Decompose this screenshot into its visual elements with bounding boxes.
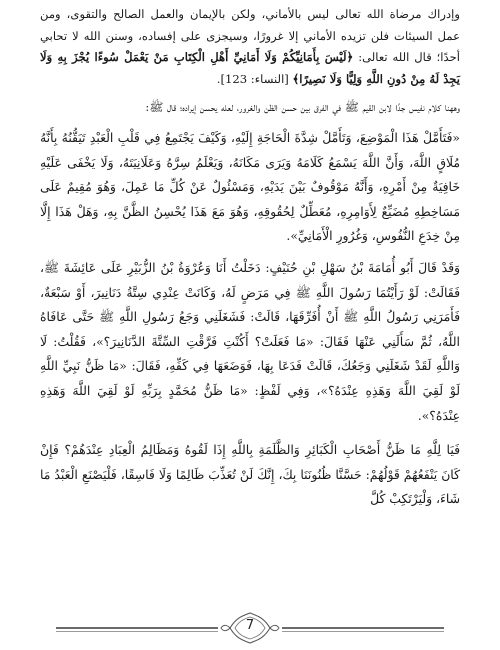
footer-thin-rule-left <box>56 631 218 632</box>
paragraph-1-text: وإدراك مرضاة الله تعالى ليس بالأماني، ولكن بالإيمان والعمل الصالح والتقوى، ومن عمل السيئات فلن تزيده الأماني إلا غرورًا، وسيجزى على إفساده، وسنن الله لا تحابي أحدًا؛ قال الله تعالى: <box>40 7 460 65</box>
footer-rule-right <box>282 627 444 629</box>
footer-rule-left <box>56 627 218 629</box>
footer-thin-rule-right <box>282 631 444 632</box>
paragraph-1 <box>40 4 460 90</box>
page-footer <box>56 612 444 644</box>
page-number: 7 <box>245 618 255 633</box>
paragraph-2: وههنا كلام نفيس جدًا لابن القيم ﷺ في الفرق بين حسن الظن والغرور، لعله يحسن إيراده؛ قال ﷺ: <box>145 100 460 115</box>
body-text <box>40 4 460 519</box>
paragraph-4-hadith: وَقَدْ قَالَ أَبُو أُمَامَةَ بْنُ سَهْلِ بْنِ حُنَيْفٍ: دَخَلْتُ أَنَا وَعُرْوَةُ بْنُ الزُّبَيْرِ عَلَى عَائِشَةَ ﷺ، فَقَالَتْ: لَوْ رَأَيْتُمَا رَسُولَ اللَّهِ ﷺ فِي مَرَضٍ لَهُ، وَكَانَتْ عِنْدِي سِتَّةُ دَنَانِيرَ، أَوْ سَبْعَةٌ، فَأَمَرَنِي رَسُولُ اللَّهِ ﷺ أَنْ أُفَرِّقَهَا، قَالَتْ: فَشَغَلَنِي وَجَعُ رَسُولِ اللَّهِ ﷺ حَتَّى عَافَاهُ اللَّهُ، ثُمَّ سَأَلَنِي عَنْهَا فَقَالَ: «مَا فَعَلَتْ؟ أَكُنْتِ فَرَّقْتِ السِّتَّةَ الدَّنَانِيرَ؟»، فَقُلْتُ: لَا وَاللَّهِ لَقَدْ شَغَلَنِي وَجَعُكَ، قَالَتْ فَدَعَا بِهَا، فَوَضَعَهَا فِي كَفِّهِ، فَقَالَ: «مَا ظَنُّ نَبِيِّ اللَّهِ لَوْ لَقِيَ اللَّهَ وَهَذِهِ عِنْدَهُ؟»، وَفِي لَفْظٍ: «مَا ظَنُّ مُحَمَّدٍ بِرَبِّهِ لَوْ لَقِيَ اللَّهَ وَهَذِهِ عِنْدَهُ؟». <box>40 259 460 423</box>
paragraph-5: فَيَا لِلَّهِ مَا ظَنُّ أَصْحَابِ الْكَبَائِرِ وَالظَّلَمَةِ بِاللَّهِ إِذَا لَقُوهُ وَمَظَالِمُ الْعِبَادِ عِنْدَهُمْ؟ فَإِنْ كَانَ يَنْفَعُهُمْ قَوْلُهُمْ: حَسَّنَّا ظُنُونَنَا بِكَ، إِنَّكَ لَنْ تُعَذِّبَ ظَالِمًا وَلَا فَاسِقًا، فَلْيَصْنَعِ الْعَبْدُ مَا شَاءَ، وَلْيَرْتَكِبْ كُلَّ <box>40 442 460 507</box>
paragraph-3-quote: «فَتَأَمَّلْ هَذَا الْمَوْضِعَ، وَتَأَمَّلْ شِدَّةَ الْحَاجَةِ إِلَيْهِ، وَكَيْفَ يَجْتَمِعُ فِي قَلْبِ الْعَبْدِ تَيَقُّنُهُ بِأَنَّهُ مُلَاقٍ اللَّهَ، وَأَنَّ اللَّهَ يَسْمَعُ كَلَامَهُ وَيَرَى مَكَانَهُ، وَيَعْلَمُ سِرَّهُ وَعَلَانِيَتَهُ، وَلَا يَخْفَى عَلَيْهِ خَافِيَةٌ مِنْ أَمْرِهِ، وَأَنَّهُ مَوْقُوفٌ بَيْنَ يَدَيْهِ، وَمَسْئُولٌ عَنْ كُلِّ مَا عَمِلَ، وَهُوَ مُقِيمٌ عَلَى مَسَاخِطِهِ مُضَيِّعٌ لِأَوَامِرِهِ، مُعَطِّلٌ لِحُقُوقِهِ، وَهُوَ مَعَ هَذَا يُحْسِنُ الظَّنَّ بِهِ، وَهَلْ هَذَا إِلَّا مِنْ خِدَعِ النُّفُوسِ، وَغُرُورِ الْأَمَانِيِّ». <box>40 129 460 244</box>
quran-reference: [النساء: 123]. <box>216 71 289 86</box>
quran-quote: ﴿لَيْسَ بِأَمَانِيِّكُمْ وَلَا أَمَانِيِّ أَهْلِ الْكِتَابِ مَنْ يَعْمَلْ سُوءًا يُجْزَ بِهِ وَلَا يَجِدْ لَهُ مِنْ دُونِ اللَّهِ وَلِيًّا وَلَا نَصِيرًا﴾ <box>40 50 460 86</box>
